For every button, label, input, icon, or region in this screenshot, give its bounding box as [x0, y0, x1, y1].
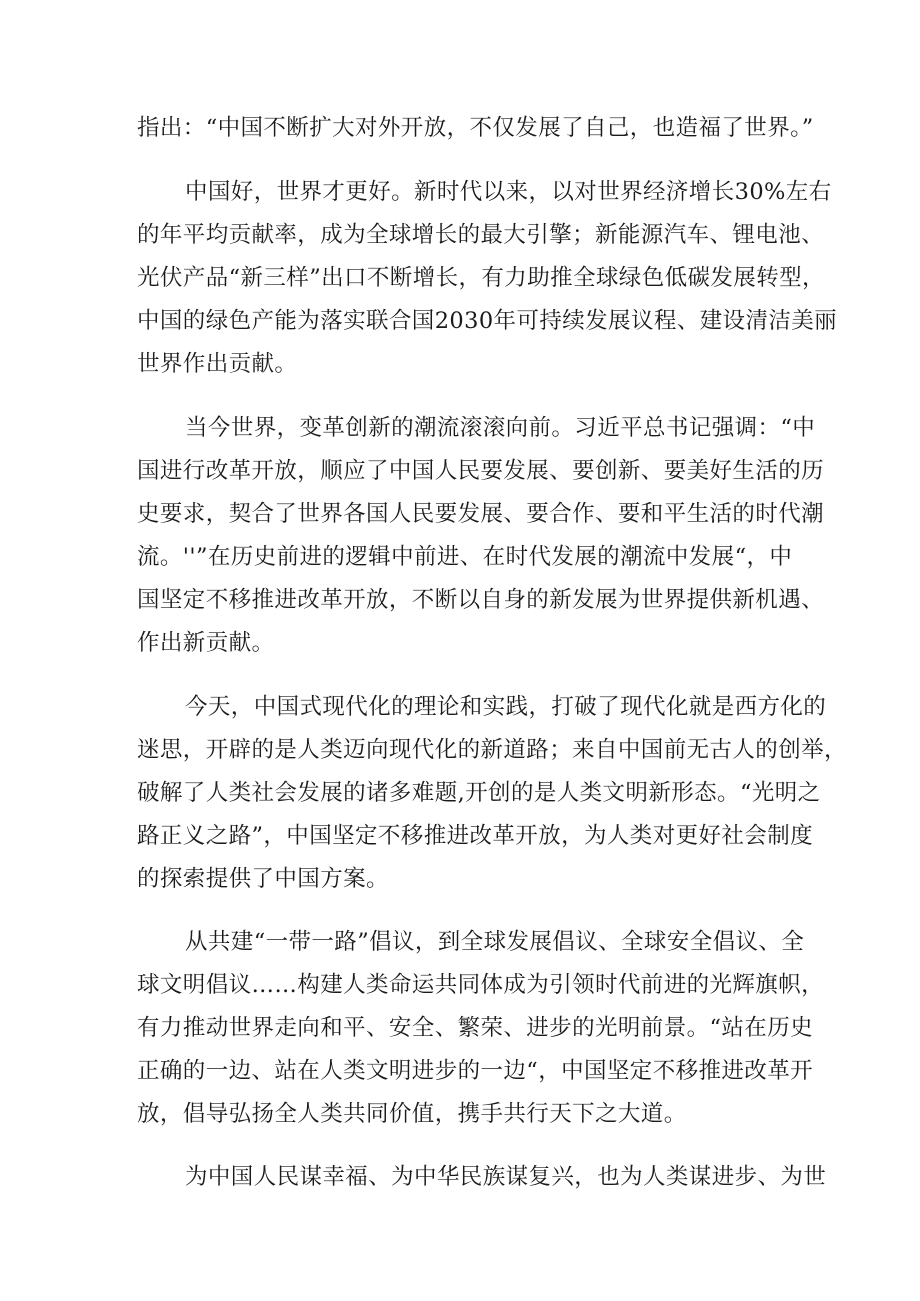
paragraph-chinese-modernization — [137, 686, 847, 901]
text-line: 的年平均贡献率，成为全球增长的最大引擎；新能源汽车、锂电池、 — [137, 222, 825, 248]
text-line: 球文明倡议……构建人类命运共同体成为引领时代前进的光辉旗帜， — [137, 972, 825, 998]
text-line: 国坚定不移推进改革开放，不断以自身的新发展为世界提供新机遇、 — [137, 587, 825, 613]
text-line: 中国的绿色产能为落实联合国2030年可持续发展议程、建设清洁美丽 — [137, 308, 838, 334]
text-line: 迷思，开辟的是人类迈向现代化的新道路；来自中国前无古人的创举， — [137, 737, 847, 763]
text-line: 今天，中国式现代化的理论和实践，打破了现代化就是西方化的 — [185, 694, 827, 720]
paragraph-reform-innovation-trend — [137, 407, 825, 665]
text-line: 世界作出贡献。 — [137, 351, 298, 377]
text-line: 放，倡导弘扬全人类共同价值，携手共行天下之大道。 — [137, 1101, 687, 1127]
text-line: 光伏产品“新三样”出口不断增长，有力助推全球绿色低碳发展转型， — [137, 265, 825, 291]
text-line: 中国好，世界才更好。新时代以来，以对世界经济增长30%左右 — [185, 179, 832, 205]
text-line: 流。''”在历史前进的逻辑中前进、在时代发展的潮流中发展“，中 — [137, 544, 793, 570]
text-line: 指出：“中国不断扩大对外开放，不仅发展了自己，也造福了世界。” — [137, 115, 814, 141]
text-line: 从共建“一带一路”倡议，到全球发展倡议、全球安全倡议、全 — [185, 929, 805, 955]
paragraph-quote-continuation — [137, 107, 814, 150]
text-line: 史要求，契合了世界各国人民要发展、要合作、要和平生活的时代潮 — [137, 501, 825, 527]
text-line: 路正义之路”，中国坚定不移推进改革开放，为人类对更好社会制度 — [137, 823, 814, 849]
text-line: 破解了人类社会发展的诸多难题,开创的是人类文明新形态。“光明之 — [137, 780, 821, 806]
text-line: 当今世界，变革创新的潮流滚滚向前。习近平总书记强调：“中 — [185, 415, 816, 441]
paragraph-belt-and-road — [137, 921, 825, 1136]
text-line: 作出新贡献。 — [137, 630, 275, 656]
text-line: 正确的一边、站在人类文明进步的一边“，中国坚定不移推进改革开 — [137, 1058, 814, 1084]
text-line: 国进行改革开放，顺应了中国人民要发展、要创新、要美好生活的历 — [137, 458, 825, 484]
text-line: 有力推动世界走向和平、安全、繁荣、进步的光明前景。“站在历史 — [137, 1015, 814, 1041]
paragraph-china-good-world-better — [137, 171, 838, 386]
text-line: 为中国人民谋幸福、为中华民族谋复兴，也为人类谋进步、为世 — [185, 1164, 827, 1190]
text-line: 的探索提供了中国方案。 — [137, 866, 389, 892]
paragraph-happiness-rejuvenation — [137, 1156, 827, 1199]
